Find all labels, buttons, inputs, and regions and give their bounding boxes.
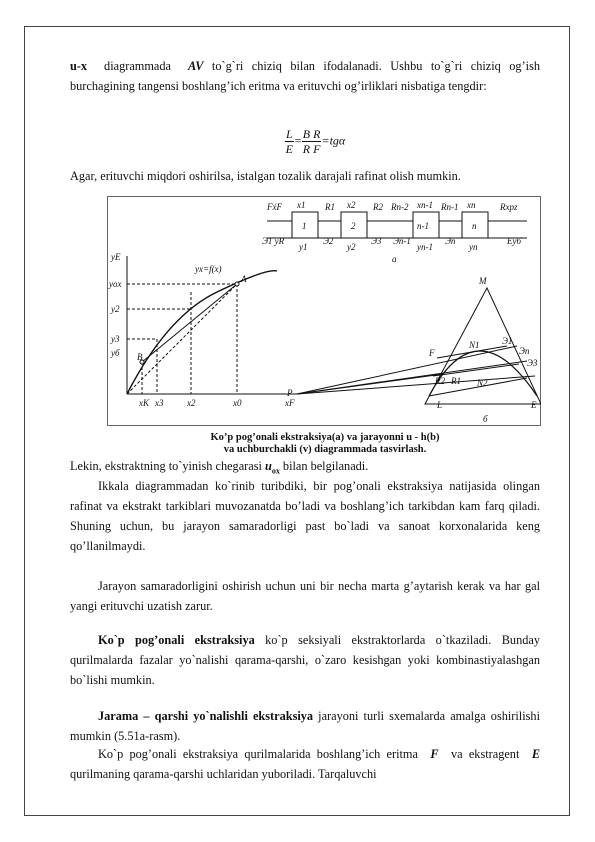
svg-text:y3: y3 (111, 334, 120, 344)
svg-text:R2: R2 (373, 202, 383, 212)
svg-text:Э3: Э3 (371, 236, 382, 246)
svg-text:R1: R1 (451, 376, 461, 386)
svg-text:yn-1: yn-1 (417, 242, 433, 252)
paragraph-4: Ikkala diagrammadan ko`rinib turibdiki, bir pog’onali ekstraksiya natijasida olingan rafinat va ekstrakt tarkiblari muvozanatda bo’ladi va boshlang’ich tarkibdan kam farq qiladi. Shuning uchun, bu jarayon samaradorligi past bo`ladi va sanoat korxonalarida keng qo’llanilmaydi. (70, 479, 540, 553)
figure-caption-line2: va uchburchakli (v) diagrammada tasvirlash. (223, 444, 427, 455)
svg-text:Eyб: Eyб (507, 236, 522, 246)
yx-diagram (108, 252, 297, 408)
svg-text:yE: yE (111, 252, 121, 262)
svg-text:P: P (287, 388, 293, 398)
triangle-diagram (286, 276, 541, 424)
paragraph-6: Ko`p pog’onali ekstraksiya ko`p seksiyali ekstraktorlarda o`tkaziladi. Bunday qurilmalarda fazalar yo`nalishi qarama-qarshi, o`zaro kesishgan yoki kombinastiyalashgan bo`lishi mumkin. (70, 633, 540, 687)
label-b: б (483, 414, 488, 424)
svg-text:R2: R2 (435, 376, 445, 386)
svg-text:x3: x3 (155, 398, 164, 408)
svg-text:x0: x0 (233, 398, 242, 408)
svg-text:Эn-1: Эn-1 (393, 236, 411, 246)
paragraph-1: u-x diagrammada AV to`g`ri chiziq bilan ifodalanadi. Ushbu to`g`ri chiziq og’ish burchagining tangensi boshlang’ich eritma va erituvchi og’irliklari nisbatiga tengdir: (70, 59, 541, 93)
cascade-schematic (262, 200, 527, 264)
svg-text:Э3: Э3 (527, 358, 538, 368)
svg-text:xn: xn (467, 200, 476, 210)
box-n: n (472, 221, 477, 231)
svg-text:x1: x1 (297, 200, 306, 210)
formula: $\frac{L}{E}$ = $\frac{\text{B R}}{\text{R F}}$ =tgα (285, 127, 346, 156)
svg-text:Эп: Эп (519, 346, 530, 356)
svg-text:L: L (437, 400, 443, 410)
svg-text:Rxpz: Rxpz (500, 202, 518, 212)
svg-text:xK: xK (139, 398, 149, 408)
svg-text:yn: yn (469, 242, 478, 252)
svg-text:F: F (429, 348, 435, 358)
svg-text:R1: R1 (325, 202, 335, 212)
svg-text:y2: y2 (111, 304, 120, 314)
point-b: B (137, 352, 143, 362)
term-u-x: u-x (70, 59, 88, 73)
svg-text:yox: yox (109, 279, 122, 289)
box-2: 2 (351, 221, 356, 231)
paragraph-2: Agar, erituvchi miqdori oshirilsa, istalgan tozalik darajali rafinat olish mumkin. (70, 169, 461, 183)
svg-text:y1: y1 (299, 242, 308, 252)
svg-text:xn-1: xn-1 (417, 200, 433, 210)
paragraph-7: Jarama – qarshi yo`nalishli ekstraksiya jarayoni turli sxemalarda amalga oshirilishi mumkin (5.51a-rasm). (70, 709, 540, 743)
paragraph-5: Jarayon samaradorligini oshirish uchun uni bir necha marta g’aytarish kerak va har gal yangi erituvchi uzatish zarur. (70, 579, 540, 613)
svg-text:Rn-1: Rn-1 (441, 202, 459, 212)
svg-text:Э1: Э1 (502, 336, 513, 346)
svg-text:yб: yб (111, 348, 120, 358)
curve-label: yx=f(x) (195, 264, 222, 274)
svg-text:N1: N1 (469, 340, 480, 350)
svg-text:E: E (531, 400, 537, 410)
svg-text:Э2: Э2 (323, 236, 334, 246)
svg-text:x2: x2 (187, 398, 196, 408)
svg-text:Э1 yR: Э1 yR (262, 236, 285, 246)
svg-text:Эn: Эn (445, 236, 456, 246)
paragraph-3: Lekin, ekstraktning to`yinish chegarasi $u_{ox}$ bilan belgilanadi. (70, 459, 369, 476)
svg-text:xF: xF (285, 398, 295, 408)
svg-text:N2: N2 (477, 378, 488, 388)
box-1: 1 (302, 221, 307, 231)
point-a: A (241, 274, 247, 284)
svg-text:x2: x2 (347, 200, 356, 210)
figure-caption-line1: Ko’p pog’onali ekstraksiya(a) va jarayonni u - h(b) (210, 432, 440, 443)
box-n-1: n-1 (417, 221, 429, 231)
svg-text:Rn-2: Rn-2 (391, 202, 409, 212)
svg-text:Fx́F: Fx́F (267, 202, 282, 212)
term-av: AV (187, 59, 204, 73)
paragraph-8: Ko`p pog’onali ekstraksiya qurilmalarida boshlang’ich eritma F va ekstragent E qurilmaning qarama-qarshi uchlaridan yuboriladi. Tarqaluvchi (70, 747, 547, 781)
svg-text:y2: y2 (347, 242, 356, 252)
figure-extraction-diagram (107, 196, 541, 426)
label-a: a (392, 254, 397, 264)
svg-text:M: M (479, 276, 487, 286)
